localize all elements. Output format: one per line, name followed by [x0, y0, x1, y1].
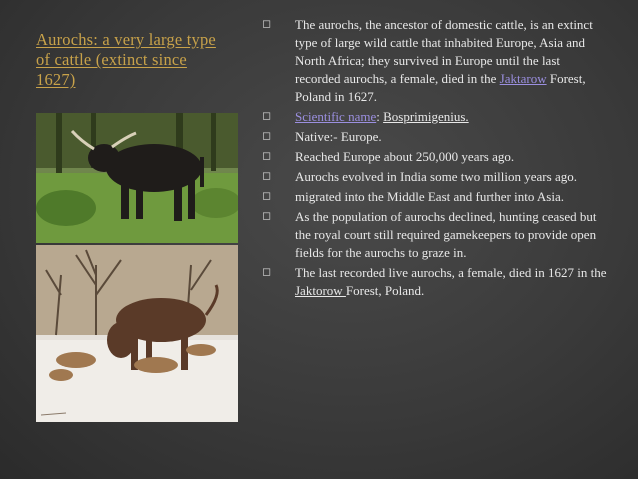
square-bullet-icon: ◻ [262, 189, 272, 202]
scientific-name-value: Bosprimigenius. [383, 109, 469, 124]
bullet-item-5 [262, 168, 607, 186]
square-bullet-icon: ◻ [262, 17, 272, 30]
square-bullet-icon: ◻ [262, 109, 272, 122]
square-bullet-icon: ◻ [262, 209, 272, 222]
bullet-list [262, 16, 607, 302]
bullet-text: Aurochs evolved in India some two million years ago. [295, 169, 577, 184]
jaktarow-link[interactable]: Jaktarow [499, 71, 547, 86]
bullet-text: The aurochs, the ancestor of domestic cattle, is an extinct type of large wild cattle that inhabited Europe, Asia and North Africa; they survived in Europe until the last recorded aurochs, a female, died in the [295, 17, 593, 86]
bullet-item-4 [262, 148, 607, 166]
bullet-text: The last recorded live aurochs, a female, died in 1627 in the [295, 265, 607, 280]
aurochs-bull-photo [36, 113, 238, 243]
bullet-text: Native:- Europe. [295, 129, 382, 144]
jaktorow-text: Jaktorow [295, 283, 346, 298]
bullet-text: Reached Europe about 250,000 years ago. [295, 149, 515, 164]
slide-title: Aurochs: a very large type of cattle (extinct since 1627) [36, 30, 216, 89]
square-bullet-icon: ◻ [262, 169, 272, 182]
bullet-text: As the population of aurochs declined, hunting ceased but the royal court still required gamekeepers to provide open fields for the aurochs to graze in. [295, 209, 597, 260]
scientific-name-link[interactable]: Scientific name [295, 109, 377, 124]
bullet-item-1 [262, 16, 607, 106]
bullet-item-6 [262, 188, 607, 206]
bullet-item-3 [262, 128, 607, 146]
bullet-text: migrated into the Middle East and further into Asia. [295, 189, 564, 204]
square-bullet-icon: ◻ [262, 149, 272, 162]
bullet-item-7 [262, 208, 607, 262]
aurochs-wolves-painting [36, 245, 238, 422]
bullet-text-after: Forest, Poland. [345, 283, 425, 298]
bullet-item-8 [262, 264, 607, 300]
square-bullet-icon: ◻ [262, 129, 272, 142]
bullet-item-2 [262, 108, 607, 126]
bullet-text-after: Forest, Poland in 1627. [295, 71, 586, 104]
square-bullet-icon: ◻ [262, 265, 272, 278]
bullet-text: : [376, 109, 384, 124]
